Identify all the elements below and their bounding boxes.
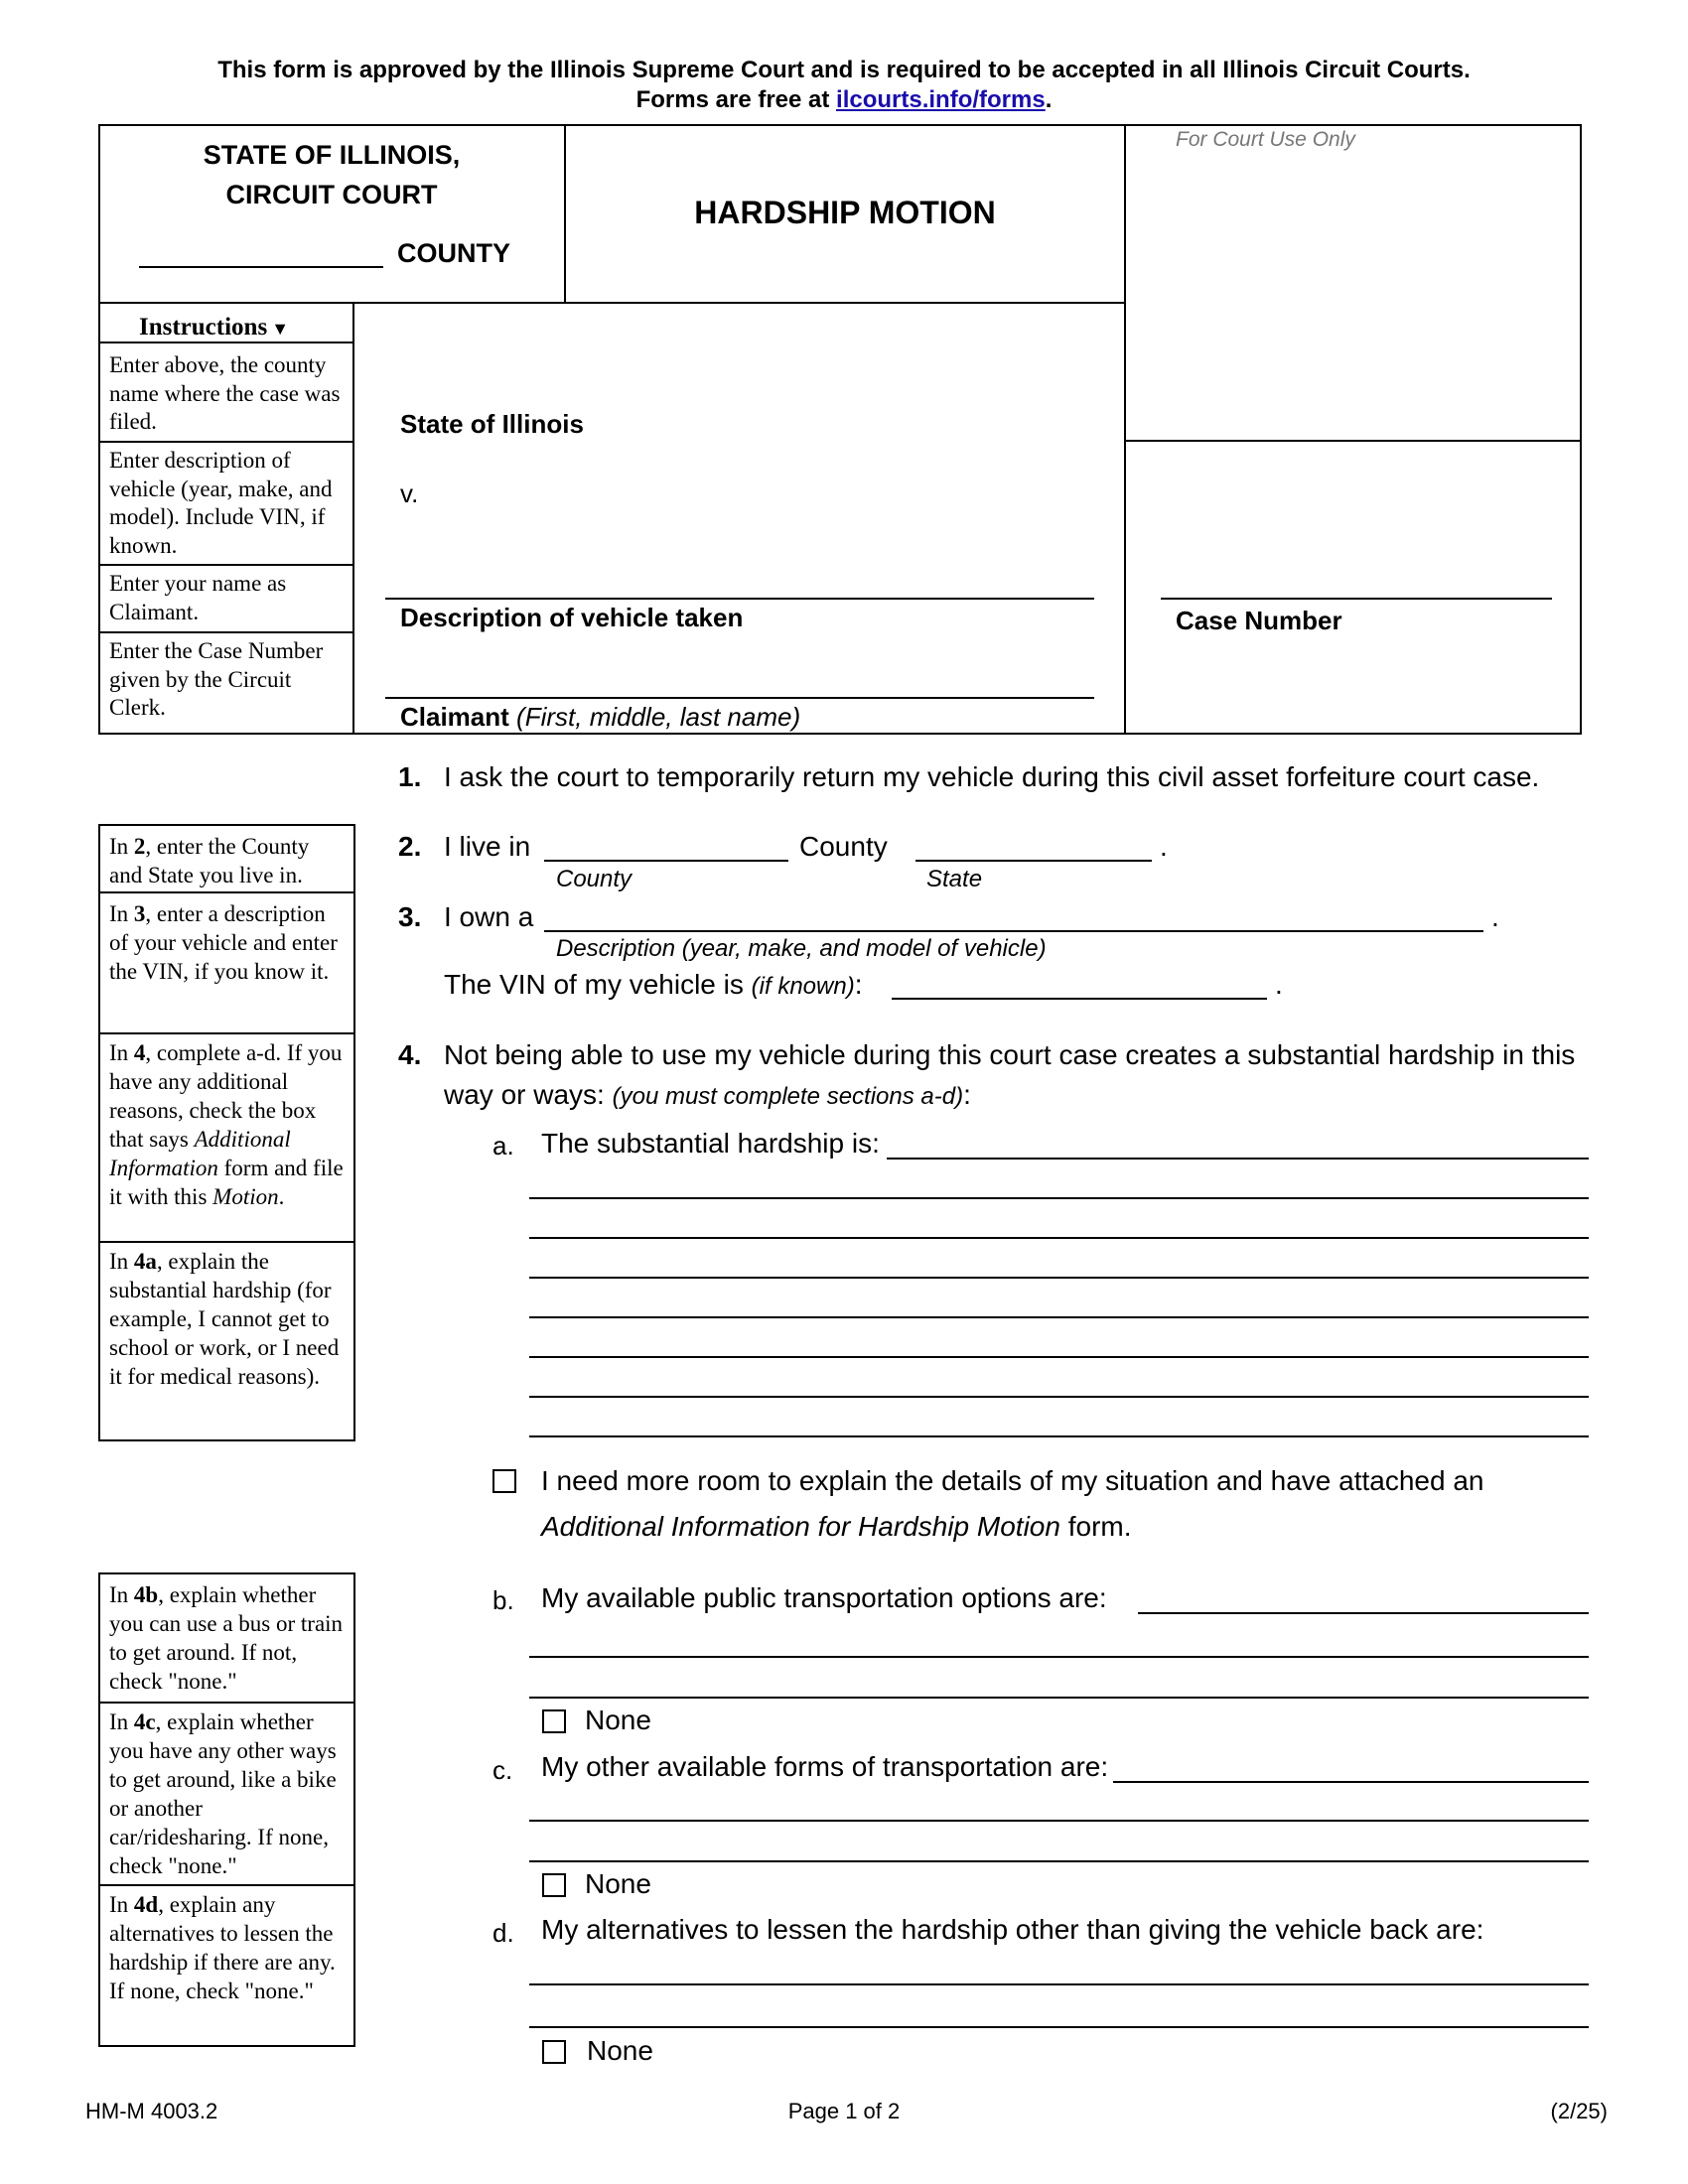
- item-4a-text: The substantial hardship is:: [541, 1128, 880, 1159]
- item-2-county-label: County: [799, 831, 888, 862]
- case-number-input[interactable]: [1161, 570, 1552, 600]
- hardship-line[interactable]: [529, 1368, 1589, 1398]
- more-room-checkbox[interactable]: [492, 1469, 516, 1493]
- public-transport-line[interactable]: [529, 1669, 1589, 1699]
- forms-suffix: .: [1045, 86, 1053, 113]
- none-label: None: [585, 1705, 651, 1735]
- state-hint: State: [926, 866, 983, 892]
- hardship-line[interactable]: [529, 1209, 1589, 1239]
- none-checkbox-4b[interactable]: [542, 1709, 566, 1733]
- more-room-text: I need more room to explain the details of my situation and have attached an: [541, 1465, 1484, 1496]
- county-label: COUNTY: [397, 238, 510, 268]
- item-2-period: .: [1160, 831, 1168, 862]
- instructions-header: [139, 314, 289, 341]
- alternatives-line[interactable]: [529, 1956, 1589, 1985]
- hardship-line[interactable]: [887, 1130, 1589, 1160]
- item-2-text: I live in: [444, 831, 531, 862]
- other-transport-line[interactable]: [529, 1792, 1589, 1822]
- live-county-input[interactable]: [544, 832, 788, 862]
- forms-link[interactable]: ilcourts.info/forms: [836, 86, 1046, 113]
- caption-divider: [98, 302, 1125, 304]
- item-3-period: .: [1491, 901, 1499, 932]
- other-transport-line[interactable]: [1113, 1753, 1589, 1783]
- instruction-4c: In 4c, explain whether you have any other ways to get around, like a bike or another car/ridesharing. If none, check "none.": [109, 1709, 337, 1878]
- item-4b-label: b.: [492, 1585, 514, 1615]
- description-hint: Description (year, make, and model of vehicle): [556, 935, 1047, 962]
- item-4c-text: My other available forms of transportation are:: [541, 1751, 1109, 1782]
- instructions-header-label: Instructions: [139, 314, 268, 341]
- side-instructions-group: [98, 1572, 355, 2047]
- caption-instruction: Enter your name as Claimant.: [109, 571, 287, 624]
- item-4b-text: My available public transportation options are:: [541, 1582, 1107, 1613]
- none-checkbox-4d[interactable]: [542, 2040, 566, 2064]
- court-line-2: CIRCUIT COURT: [225, 180, 438, 209]
- caption-instruction: Enter description of vehicle (year, make, and model). Include VIN, if known.: [109, 448, 333, 558]
- instruction-3: In 3, enter a description of your vehicle and enter the VIN, if you know it.: [109, 901, 338, 984]
- hardship-line[interactable]: [529, 1169, 1589, 1199]
- live-state-input[interactable]: [915, 832, 1152, 862]
- county-input[interactable]: [139, 238, 383, 268]
- public-transport-line[interactable]: [529, 1628, 1589, 1658]
- instruction-4: In 4, complete a-d. If you have any additional reasons, check the box that says Additional Information form and file it with this Motion.: [109, 1040, 344, 1209]
- instruction-4b: In 4b, explain whether you can use a bus or train to get around. If not, check "none.": [109, 1582, 344, 1694]
- county-hint: County: [556, 866, 633, 892]
- item-4-text: Not being able to use my vehicle during this court case creates a substantial hardship in this: [444, 1039, 1576, 1070]
- court-name: [99, 135, 564, 214]
- instruction-4d: In 4d, explain any alternatives to lessen the hardship if there are any. If none, check "none.": [109, 1892, 336, 2003]
- page-number: Page 1 of 2: [787, 2099, 901, 2123]
- alternatives-line[interactable]: [529, 1998, 1589, 2028]
- claimant-label-text: Claimant: [400, 702, 509, 732]
- hardship-line[interactable]: [529, 1289, 1589, 1318]
- item-3-number: 3.: [398, 901, 422, 932]
- more-room-text-cont: Additional Information for Hardship Motion form.: [541, 1511, 1132, 1542]
- caption-divider: [1124, 440, 1582, 442]
- vin-label: The VIN of my vehicle is (if known):: [444, 969, 863, 1000]
- caption-instruction: Enter the Case Number given by the Circuit Clerk.: [109, 638, 324, 720]
- caption-instruction: Enter above, the county name where the case was filed.: [109, 352, 341, 434]
- hardship-line[interactable]: [529, 1408, 1589, 1437]
- caption-divider: [1124, 124, 1126, 735]
- item-4d-label: d.: [492, 1918, 514, 1948]
- item-4-number: 4.: [398, 1039, 422, 1070]
- hardship-line[interactable]: [529, 1328, 1589, 1358]
- caret-down-icon: ▼: [271, 319, 290, 339]
- item-4d-text: My alternatives to lessen the hardship other than giving the vehicle back are:: [541, 1914, 1484, 1945]
- hardship-line[interactable]: [529, 1249, 1589, 1279]
- item-1-text: I ask the court to temporarily return my vehicle during this civil asset forfeiture court case.: [444, 761, 1540, 792]
- none-checkbox-4c[interactable]: [542, 1873, 566, 1897]
- plaintiff-name: State of Illinois: [400, 409, 584, 439]
- court-use-label: For Court Use Only: [1176, 128, 1355, 151]
- vehicle-description-input[interactable]: [544, 902, 1483, 932]
- item-4a-label: a.: [492, 1131, 514, 1160]
- item-3-text: I own a: [444, 901, 534, 932]
- case-number-label: Case Number: [1176, 606, 1342, 635]
- item-2-number: 2.: [398, 831, 422, 862]
- vin-input[interactable]: [892, 970, 1267, 1000]
- revision-date: (2/25): [1550, 2099, 1608, 2123]
- form-code: HM-M 4003.2: [85, 2099, 218, 2123]
- instruction-4a: In 4a, explain the substantial hardship (for example, I cannot get to school or work, or I need it for medical reasons).: [109, 1249, 340, 1389]
- form-title: HARDSHIP MOTION: [694, 195, 996, 230]
- item-4c-label: c.: [492, 1755, 513, 1785]
- forms-prefix: Forms are free at: [635, 86, 837, 113]
- vehicle-input[interactable]: [385, 570, 1094, 600]
- claimant-input[interactable]: [385, 669, 1094, 699]
- item-4-text-cont: way or ways: (you must complete sections a-d):: [444, 1079, 971, 1110]
- caption-instructions: [100, 343, 352, 733]
- claimant-hint: (First, middle, last name): [516, 702, 801, 732]
- none-label: None: [587, 2035, 653, 2066]
- versus-label: v.: [400, 478, 419, 508]
- court-line-1: STATE OF ILLINOIS,: [203, 140, 461, 170]
- none-label: None: [585, 1868, 651, 1899]
- claimant-label: [400, 702, 800, 733]
- vehicle-label: Description of vehicle taken: [400, 603, 744, 632]
- approval-notice: This form is approved by the Illinois Supreme Court and is required to be accepted in all Illinois Circuit Courts.: [217, 57, 1471, 83]
- side-instructions-group: [98, 824, 355, 1441]
- public-transport-line[interactable]: [1138, 1584, 1589, 1614]
- other-transport-line[interactable]: [529, 1833, 1589, 1862]
- caption-divider: [352, 302, 354, 735]
- item-1-number: 1.: [398, 761, 422, 792]
- vin-period: .: [1275, 969, 1283, 1000]
- instruction-2: In 2, enter the County and State you live in.: [109, 834, 310, 887]
- forms-notice: [0, 85, 1688, 115]
